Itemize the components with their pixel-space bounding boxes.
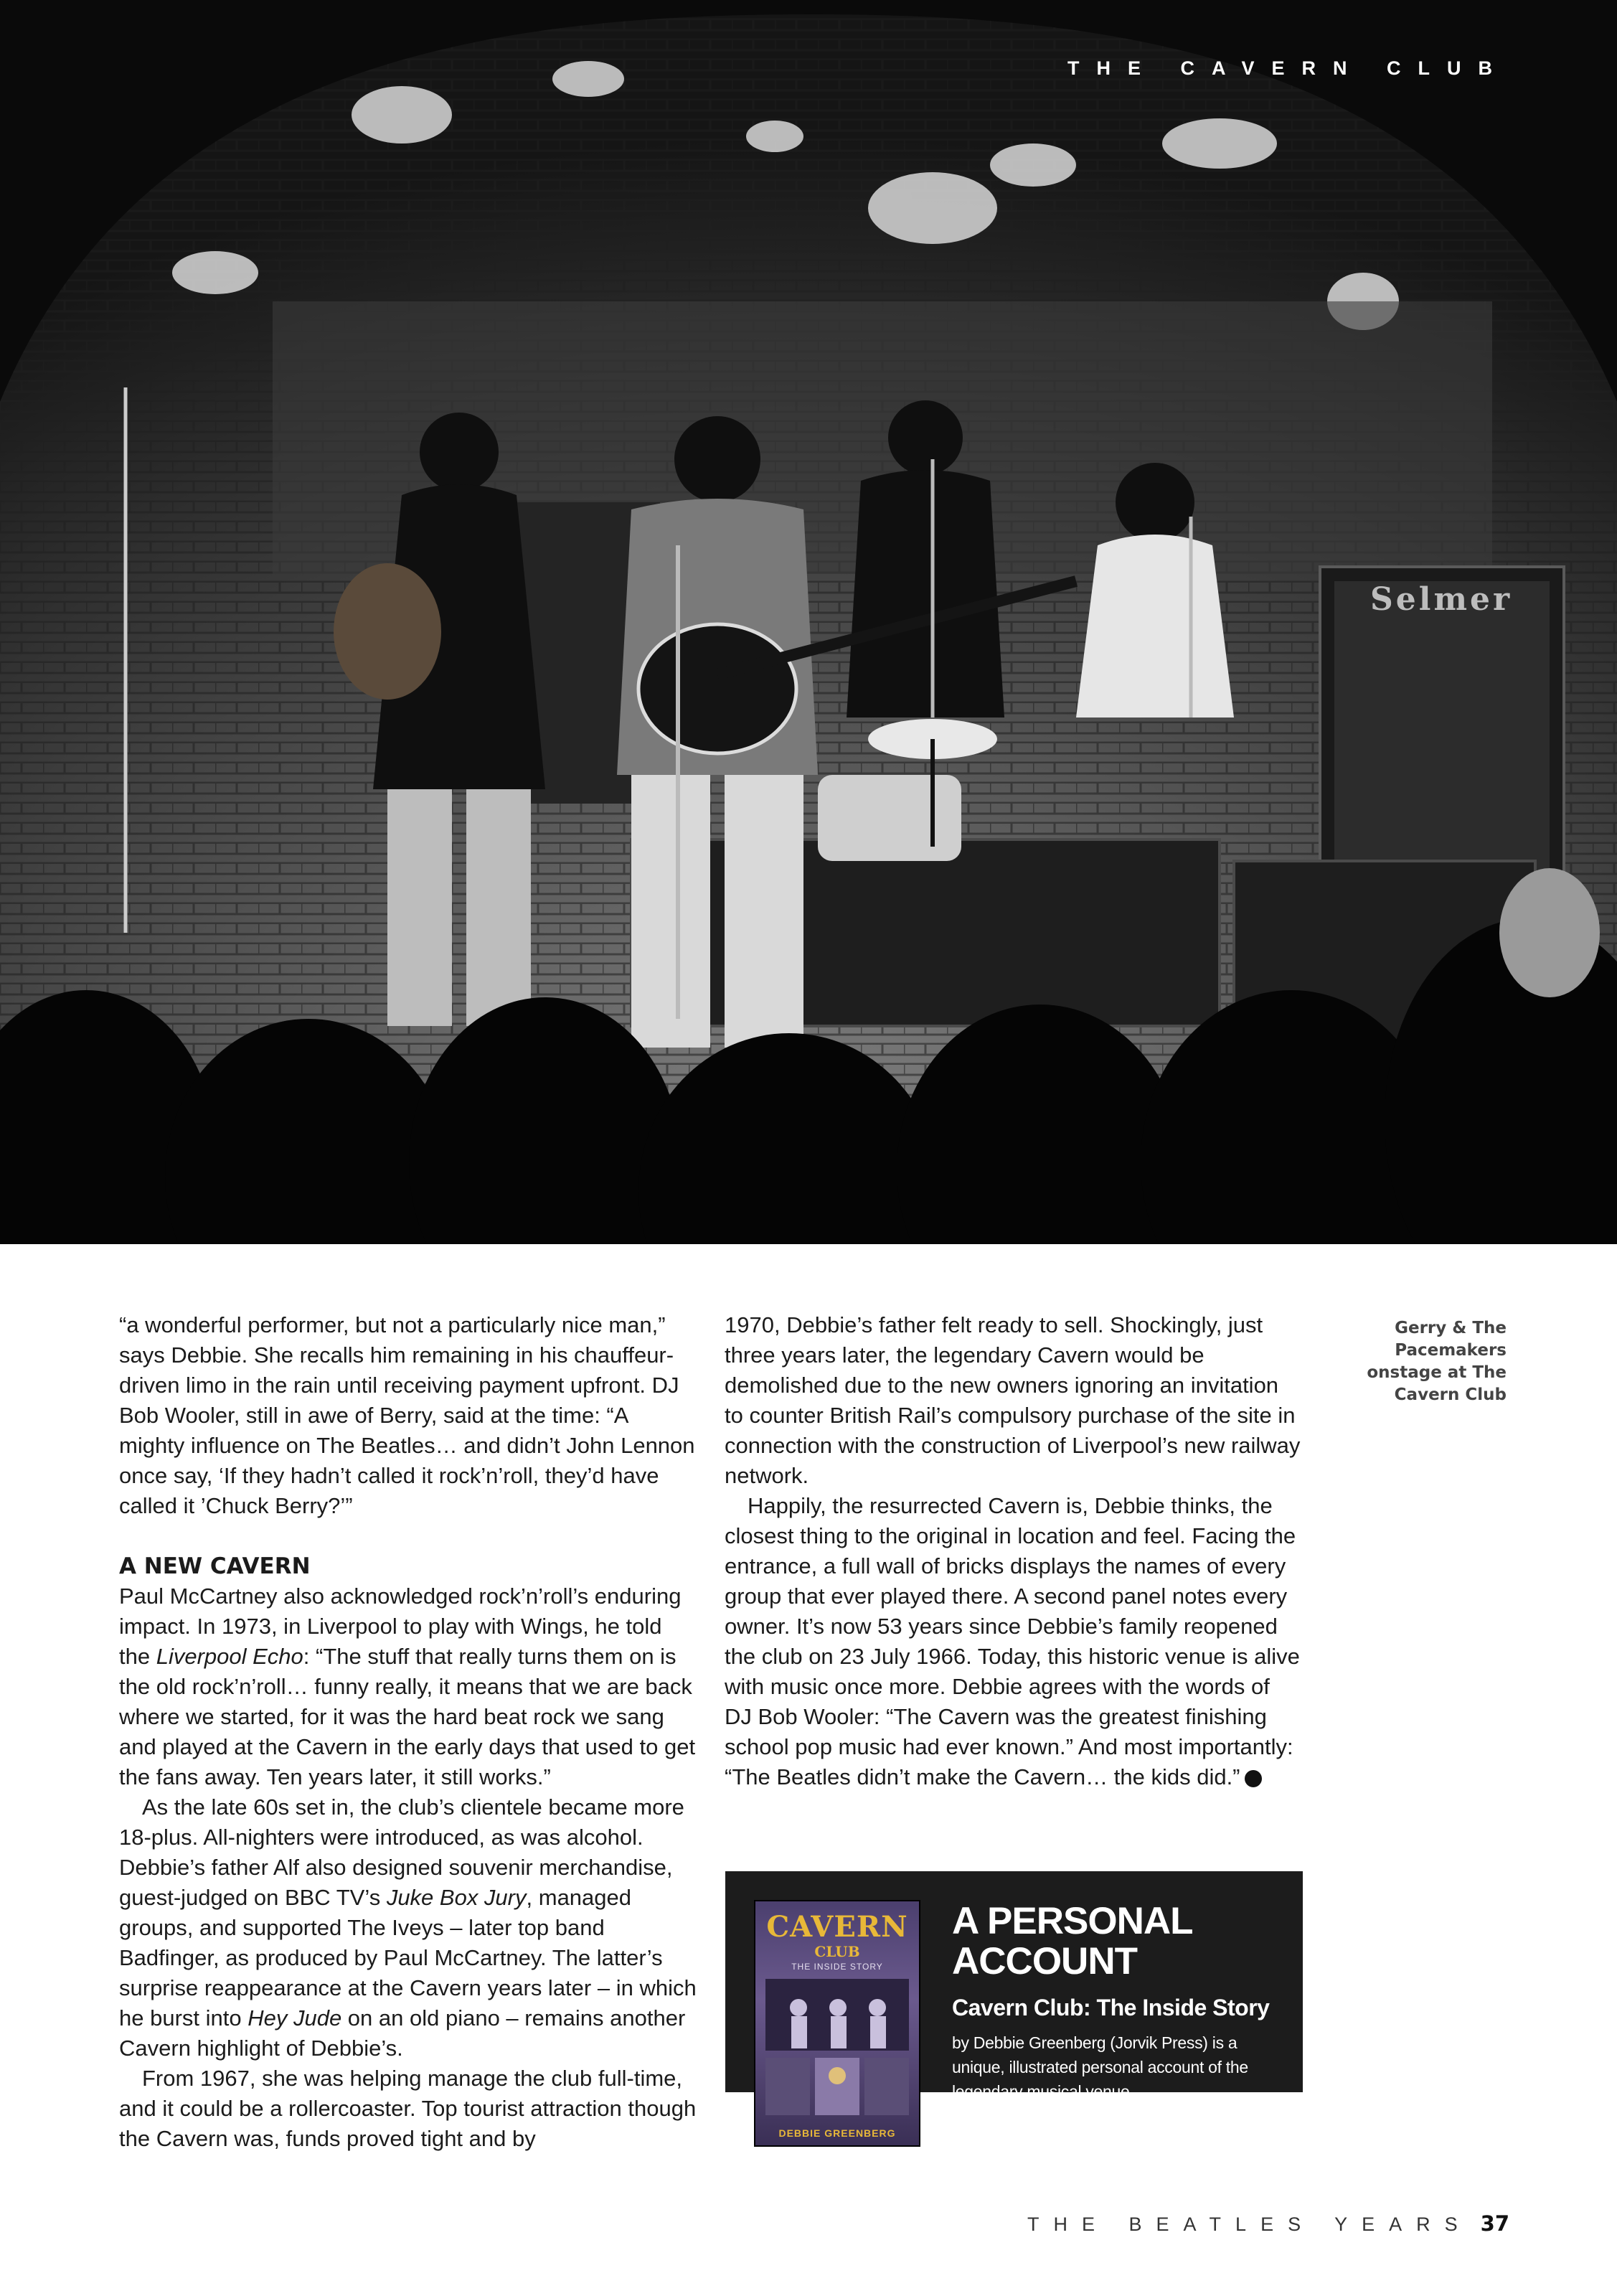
article-column-2 bbox=[725, 1310, 1302, 1792]
promo-availability: Available on Amazon. bbox=[952, 2107, 1106, 2125]
paragraph bbox=[119, 1581, 697, 1792]
italic-run: Liverpool Echo bbox=[156, 1644, 303, 1669]
promo-box bbox=[725, 1871, 1303, 2139]
section-label: THE CAVERN CLUB bbox=[1067, 57, 1509, 79]
text-run: As the late 60s set in, the club’s clientele became more 18-plus. All-nighters were introduced, as was alcohol. Debbie’s father Alf also designed souvenir merchandise, guest-judged on BBC TV’s bbox=[119, 1794, 684, 1910]
promo-title: A PERSONAL ACCOUNT bbox=[952, 1900, 1192, 1982]
cover-photos bbox=[755, 1979, 919, 2122]
subheading: A NEW CAVERN bbox=[119, 1553, 311, 1579]
text-run: on an old piano – remains another Cavern highlight of Debbie’s. bbox=[119, 2005, 686, 2061]
text-run: Happily, the resurrected Cavern is, Debbie thinks, the closest thing to the original in location and feel. Facing the entrance, a full wall of bricks displays the names of every group that ever played there. A second panel notes every owner. It’s now 53 years since Debbie’s family reopened the club on 23 July 1966. Today, this historic venue is alive with music once more. Debbie agrees with the words of DJ Bob Wooler: “The Cavern was the greatest finishing school pop music had ever known.” And most importantly: “The Beatles didn’t make the Cavern… the kids did.” bbox=[725, 1493, 1300, 1789]
article-column-1 bbox=[119, 1310, 697, 2154]
magazine-name: THE BEATLES YEARS bbox=[1027, 2213, 1472, 2235]
page-footer bbox=[1027, 2211, 1509, 2236]
photo-caption: Gerry & The Pacemakers onstage at The Cavern Club bbox=[1367, 1319, 1507, 1404]
promo-description-text: by Debbie Greenberg (Jorvik Press) is a unique, illustrated personal account of the legendary musical venue. bbox=[952, 2033, 1248, 2101]
paragraph: “a wonderful performer, but not a particularly nice man,” says Debbie. She recalls him remaining in his chauffeur-driven limo in the rain until receiving payment upfront. DJ Bob Wooler, still in awe of Berry, said at the time: “A mighty influence on The Beatles… and didn’t John Lennon once say, ‘If they hadn’t called it rock’n’roll, they’d have called it ’Chuck Berry?’” bbox=[119, 1312, 695, 1518]
cover-title: CAVERN bbox=[766, 1910, 908, 1944]
text-run: Paul McCartney also acknowledged rock’n’roll’s enduring impact. In 1973, in Liverpool to play with Wings, he told the bbox=[119, 1584, 682, 1669]
end-mark-icon bbox=[1245, 1770, 1262, 1787]
italic-run: Hey Jude bbox=[248, 2005, 342, 2031]
cover-club: CLUB bbox=[814, 1943, 860, 1960]
amp-brand-label: Selmer bbox=[1370, 581, 1513, 618]
paragraph bbox=[119, 1792, 697, 2064]
italic-run: Juke Box Jury bbox=[386, 1885, 527, 1910]
text-run: : “The stuff that really turns them on is the old rock’n’roll… funny really, it means that we are back where we started, for it was the hard beat rock we sang and played at the Cavern in the early days that used to get the fans away. Ten years later, it still works.” bbox=[119, 1644, 696, 1789]
text-run: , managed groups, and supported The Iveys – later top band Badfinger, as produced by Paul McCartney. The latter’s surprise reappearance at the Cavern years later – in which he burst into bbox=[119, 1885, 697, 2031]
promo-book-title: Cavern Club: The Inside Story bbox=[952, 1995, 1270, 2020]
promo-description bbox=[952, 2031, 1289, 2128]
paragraph: From 1967, she was helping manage the club full-time, and it could be a rollercoaster. Top tourist attraction though the Cavern was, funds proved tight and by bbox=[119, 2066, 697, 2151]
book-cover bbox=[755, 1901, 919, 2145]
paragraph: 1970, Debbie’s father felt ready to sell. Shockingly, just three years later, the legendary Cavern would be demolished due to the new owners ignoring an invitation to counter British Rail’s compulsory purchase of the site in connection with the construction of Liverpool’s new railway network. bbox=[725, 1312, 1301, 1488]
paragraph bbox=[725, 1491, 1302, 1792]
cover-subtitle: THE INSIDE STORY bbox=[791, 1962, 883, 1972]
cover-author: DEBBIE GREENBERG bbox=[778, 2127, 896, 2139]
page-number: 37 bbox=[1480, 2211, 1509, 2236]
